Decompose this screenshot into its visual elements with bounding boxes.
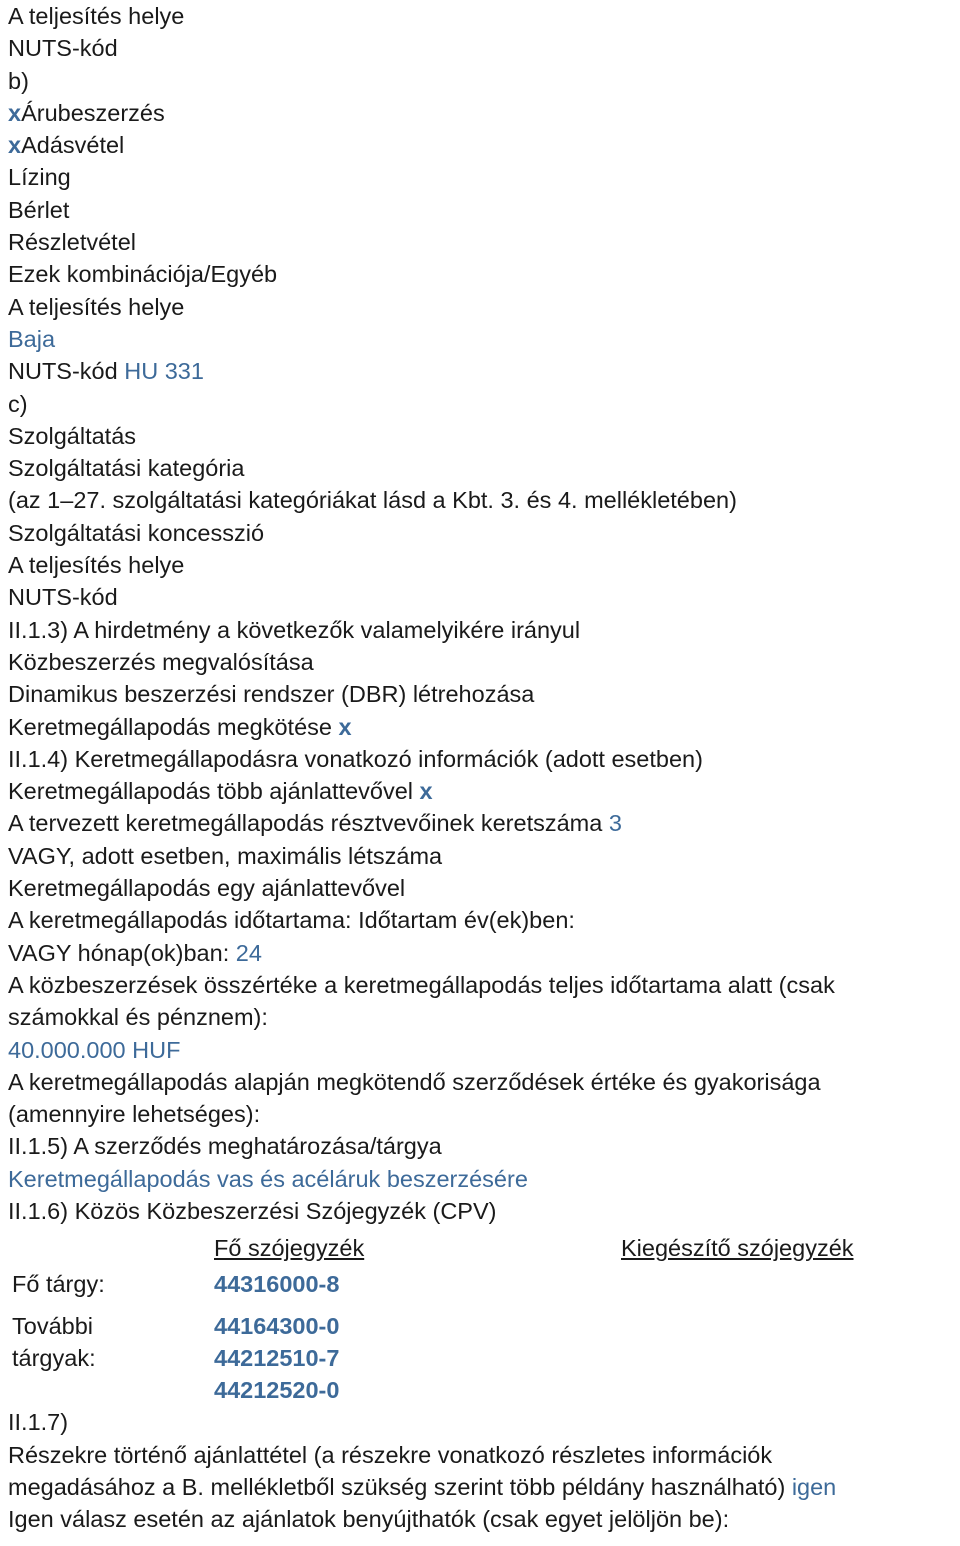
document-body [8, 0, 958, 1536]
option-procurement: Közbeszerzés megvalósítása [8, 648, 314, 675]
nuts-value: HU 331 [124, 358, 204, 385]
max-count-label: VAGY, adott esetben, maximális létszáma [8, 842, 443, 869]
service-place-label: A teljesítés helye [8, 552, 185, 579]
lots-answer: igen [791, 1474, 837, 1501]
field-label: VAGY hónap(ok)ban: [8, 939, 230, 966]
cpv-main-label: Fő tárgy: [12, 1271, 105, 1298]
duration-months [8, 937, 958, 969]
section-heading: II.1.3) A hirdetmény a következők valamelyikére irányul [8, 616, 581, 643]
goods-sale [8, 129, 958, 161]
goods-leasing: Lízing [8, 164, 71, 191]
service-title: Szolgáltatás [8, 422, 137, 449]
nuts-label: NUTS-kód [8, 358, 118, 385]
framework-single: Keretmegállapodás egy ajánlattevővel [8, 875, 406, 902]
framework-multi [8, 775, 958, 807]
option-label: Árubeszerzés [21, 99, 165, 126]
text-line: b) [8, 67, 29, 94]
service-letter: c) [8, 390, 28, 417]
section-heading: II.1.5) A szerződés meghatározása/tárgya [8, 1133, 442, 1160]
field-label: A tervezett keretmegállapodás résztvevőinek keretszáma [8, 810, 603, 837]
option-dps: Dinamikus beszerzési rendszer (DBR) létrehozása [8, 681, 535, 708]
total-value-label: A közbeszerzések összértéke a keretmegállapodás teljes időtartama alatt (csak [8, 971, 835, 998]
text-line: NUTS-kód [8, 35, 118, 62]
text-line: A teljesítés helye [8, 3, 185, 29]
cpv-other-label: További [12, 1312, 93, 1339]
cpv-other-row [8, 1342, 958, 1374]
field-value: 3 [608, 810, 622, 837]
option-label: Keretmegállapodás több ajánlattevővel [8, 778, 413, 805]
option-label: Adásvétel [21, 132, 125, 159]
frequency-label: A keretmegállapodás alapján megkötendő szerződések értéke és gyakorisága [8, 1068, 821, 1095]
checked-mark: x [8, 99, 22, 126]
service-nuts-label: NUTS-kód [8, 584, 118, 611]
cpv-extra-header: Kiegészítő szójegyzék [621, 1235, 854, 1262]
service-category: Szolgáltatási kategória [8, 455, 245, 482]
cpv-main-header: Fő szójegyzék [214, 1235, 365, 1262]
goods-rent: Bérlet [8, 196, 70, 223]
service-concession: Szolgáltatási koncesszió [8, 519, 265, 546]
goods-installment: Részletvétel [8, 229, 136, 256]
nuts-row [8, 355, 958, 387]
total-value-label: számokkal és pénznem): [8, 1004, 268, 1031]
section-heading: II.1.7) [8, 1409, 69, 1436]
option-framework [8, 711, 958, 743]
cpv-code: 44316000-8 [214, 1271, 340, 1298]
cpv-other-row [8, 1310, 958, 1342]
goods-combo: Ezek kombinációja/Egyéb [8, 261, 278, 288]
service-category-note: (az 1–27. szolgáltatási kategóriákat lásd a Kbt. 3. és 4. mellékletében) [8, 487, 737, 514]
cpv-header [8, 1227, 958, 1268]
checked-mark: x [338, 713, 352, 740]
duration-years: A keretmegállapodás időtartama: Időtartam év(ek)ben: [8, 907, 575, 934]
section-heading: II.1.6) Közös Közbeszerzési Szójegyzék (CPV) [8, 1197, 497, 1224]
place-value: Baja [8, 325, 56, 352]
lots-question: megadásához a B. mellékletből szükség szerint több példány használható) [8, 1474, 786, 1501]
contract-subject: Keretmegállapodás vas és acéláruk beszerzésére [8, 1165, 528, 1192]
place-label: A teljesítés helye [8, 293, 185, 320]
cpv-other-label: tárgyak: [12, 1344, 96, 1371]
cpv-code: 44164300-0 [214, 1312, 340, 1339]
option-label: Keretmegállapodás megkötése [8, 713, 332, 740]
lots-text: Részekre történő ajánlattétel (a részekre vonatkozó részletes információk [8, 1441, 773, 1468]
participant-count [8, 807, 958, 839]
cpv-code: 44212520-0 [214, 1377, 340, 1404]
section-heading: II.1.4) Keretmegállapodásra vonatkozó információk (adott esetben) [8, 745, 703, 772]
checked-mark: x [419, 778, 433, 805]
total-value: 40.000.000 HUF [8, 1036, 181, 1063]
checked-mark: x [8, 132, 22, 159]
cpv-code: 44212510-7 [214, 1344, 340, 1371]
field-value: 24 [235, 939, 262, 966]
lots-text: Igen válasz esetén az ajánlatok benyújthatók (csak egyet jelöljön be): [8, 1506, 730, 1533]
lots-text [8, 1471, 958, 1503]
cpv-main-row [8, 1268, 958, 1300]
frequency-label: (amennyire lehetséges): [8, 1101, 261, 1128]
goods-purchase [8, 97, 958, 129]
cpv-other-row [8, 1374, 958, 1406]
